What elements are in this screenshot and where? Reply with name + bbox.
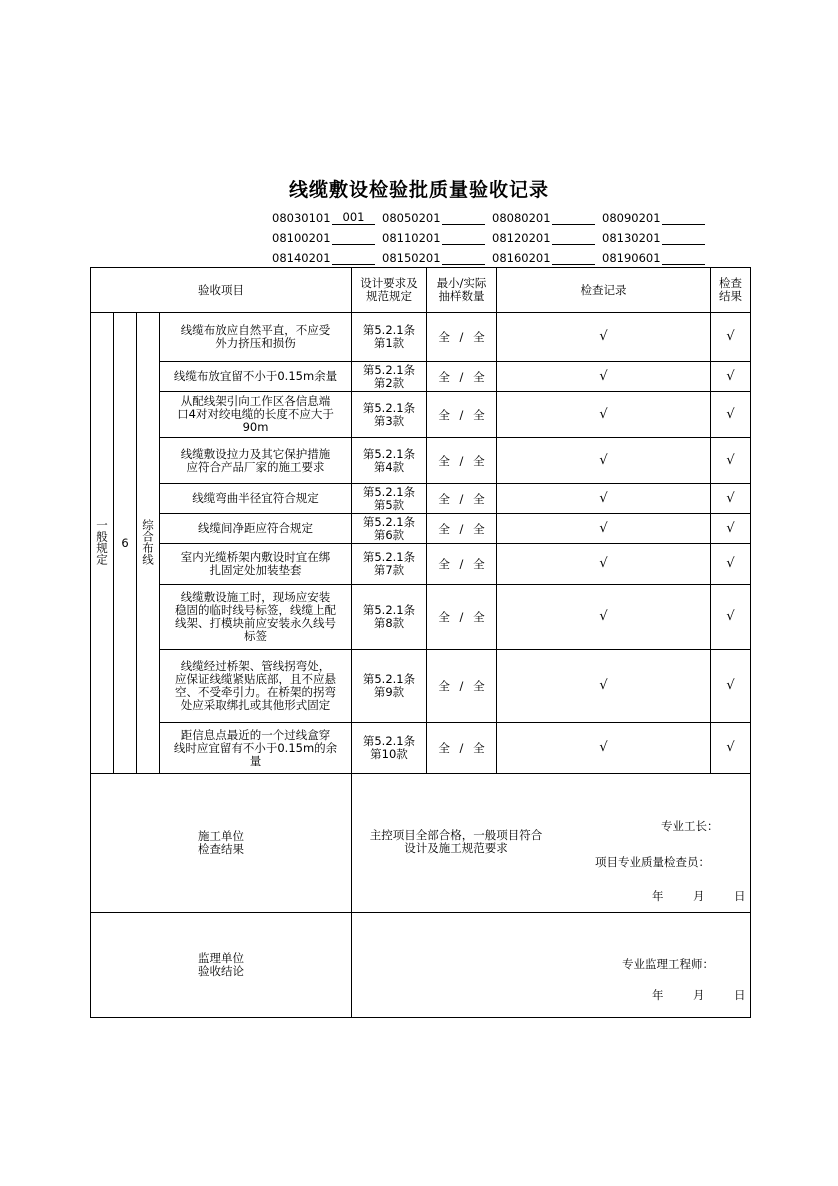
table-row (91, 484, 751, 514)
code-row (272, 245, 712, 265)
code-batch-field (662, 250, 705, 265)
code-item (602, 230, 712, 245)
item-record-check: √ (497, 438, 711, 484)
item-sample: 全 / 全 (427, 514, 497, 544)
code-batch-field (552, 210, 595, 225)
item-sample: 全 / 全 (427, 650, 497, 723)
supervision-label: 监理单位 验收结论 (91, 913, 352, 1018)
item-spec: 第5.2.1条 第9款 (352, 650, 427, 723)
item-result-check: √ (711, 313, 751, 362)
item-result-check: √ (711, 438, 751, 484)
code-number: 08140201 (272, 251, 331, 265)
table-row (91, 438, 751, 484)
code-number: 08030101 (272, 211, 331, 225)
code-batch-field (662, 230, 705, 245)
date-day: 日 (734, 988, 746, 1002)
code-batch-field (552, 230, 595, 245)
item-record-check: √ (497, 392, 711, 438)
item-spec: 第5.2.1条 第2款 (352, 362, 427, 392)
item-description: 线缆弯曲半径宜符合规定 (160, 484, 352, 514)
code-row (272, 205, 712, 225)
inspection-table (90, 267, 751, 1018)
item-record-check: √ (497, 650, 711, 723)
item-record-check: √ (497, 544, 711, 585)
table-row (91, 313, 751, 362)
supervision-conclusion-cell (352, 913, 751, 1018)
code-item (272, 250, 382, 265)
item-result-check: √ (711, 650, 751, 723)
item-spec: 第5.2.1条 第4款 (352, 438, 427, 484)
date-day: 日 (734, 889, 746, 903)
date-year: 年 (652, 889, 664, 903)
item-result-check: √ (711, 544, 751, 585)
foreman-label: 专业工长： (661, 819, 719, 833)
code-number: 08130201 (602, 231, 661, 245)
item-sample: 全 / 全 (427, 544, 497, 585)
item-result-check: √ (711, 362, 751, 392)
header-result: 检查 结果 (711, 268, 751, 313)
code-number: 08190601 (602, 251, 661, 265)
code-number: 08150201 (382, 251, 441, 265)
inspector-label: 项目专业质量检查员： (595, 855, 710, 869)
item-record-check: √ (497, 723, 711, 774)
code-batch-field (442, 230, 485, 245)
code-number: 08100201 (272, 231, 331, 245)
date-month: 月 (693, 988, 705, 1002)
item-sample: 全 / 全 (427, 723, 497, 774)
header-sample: 最小/实际 抽样数量 (427, 268, 497, 313)
code-batch-field (552, 250, 595, 265)
code-number: 08160201 (492, 251, 551, 265)
item-description: 线缆敷设施工时，现场应安装 稳固的临时线号标签，线缆上配 线架、打模块前应安装永久线号 标签 (160, 585, 352, 650)
code-batch-field (332, 230, 375, 245)
code-item (272, 210, 382, 225)
code-batch-field (332, 250, 375, 265)
item-result-check: √ (711, 723, 751, 774)
code-item (492, 230, 602, 245)
table-row (91, 585, 751, 650)
number-cell: 6 (114, 313, 137, 774)
table-row (91, 650, 751, 723)
code-number: 08090201 (602, 211, 661, 225)
item-spec: 第5.2.1条 第10款 (352, 723, 427, 774)
item-description: 线缆经过桥架、管线拐弯处， 应保证线缆紧贴底部，且不应悬 空、不受牵引力。在桥架的拐弯 处应采取绑扎或其他形式固定 (160, 650, 352, 723)
table-header-row (91, 268, 751, 313)
code-batch-field: 001 (332, 210, 375, 225)
header-spec: 设计要求及 规范规定 (352, 268, 427, 313)
item-description: 线缆敷设拉力及其它保护措施 应符合产品厂家的施工要求 (160, 438, 352, 484)
item-description: 从配线架引向工作区各信息端 口4对对绞电缆的长度不应大于 90m (160, 392, 352, 438)
batch-codes (272, 205, 712, 265)
code-item (382, 250, 492, 265)
item-spec: 第5.2.1条 第3款 (352, 392, 427, 438)
item-record-check: √ (497, 484, 711, 514)
engineer-label: 专业监理工程师： (622, 957, 714, 971)
item-sample: 全 / 全 (427, 484, 497, 514)
code-number: 08050201 (382, 211, 441, 225)
item-result-check: √ (711, 585, 751, 650)
item-spec: 第5.2.1条 第6款 (352, 514, 427, 544)
item-record-check: √ (497, 585, 711, 650)
item-spec: 第5.2.1条 第7款 (352, 544, 427, 585)
item-record-check: √ (497, 362, 711, 392)
item-result-check: √ (711, 392, 751, 438)
construction-label: 施工单位 检查结果 (91, 774, 352, 913)
construction-row (91, 774, 751, 913)
item-spec: 第5.2.1条 第5款 (352, 484, 427, 514)
item-sample: 全 / 全 (427, 585, 497, 650)
item-description: 室内光缆桥架内敷设时宜在绑 扎固定处加装垫套 (160, 544, 352, 585)
code-item (272, 230, 382, 245)
table-row (91, 392, 751, 438)
date-month: 月 (693, 889, 705, 903)
item-record-check: √ (497, 514, 711, 544)
code-batch-field (442, 250, 485, 265)
code-item (602, 250, 712, 265)
page-title: 线缆敷设检验批质量验收记录 (288, 179, 549, 201)
date-year: 年 (652, 988, 664, 1002)
item-description: 距信息点最近的一个过线盒穿 线时应宜留有不小于0.15m的余 量 (160, 723, 352, 774)
code-item (602, 210, 712, 225)
code-row (272, 225, 712, 245)
code-item (382, 210, 492, 225)
table-row (91, 544, 751, 585)
item-spec: 第5.2.1条 第8款 (352, 585, 427, 650)
table-row (91, 362, 751, 392)
header-record: 检查记录 (497, 268, 711, 313)
item-spec: 第5.2.1条 第1款 (352, 313, 427, 362)
code-batch-field (662, 210, 705, 225)
code-number: 08110201 (382, 231, 441, 245)
item-sample: 全 / 全 (427, 392, 497, 438)
code-number: 08120201 (492, 231, 551, 245)
item-description: 线缆布放宜留不小于0.15m余量 (160, 362, 352, 392)
construction-conclusion-cell (352, 774, 751, 913)
header-item: 验收项目 (91, 268, 352, 313)
table-row (91, 723, 751, 774)
code-item (492, 210, 602, 225)
item-record-check: √ (497, 313, 711, 362)
item-sample: 全 / 全 (427, 313, 497, 362)
code-item (492, 250, 602, 265)
supervision-row (91, 913, 751, 1018)
code-batch-field (442, 210, 485, 225)
item-description: 线缆间净距应符合规定 (160, 514, 352, 544)
item-result-check: √ (711, 484, 751, 514)
item-result-check: √ (711, 514, 751, 544)
item-description: 线缆布放应自然平直，不应受 外力挤压和损伤 (160, 313, 352, 362)
subcategory-cell: 综合布线 (137, 313, 160, 774)
code-number: 08080201 (492, 211, 551, 225)
construction-conclusion: 主控项目全部合格，一般项目符合 设计及施工规范要求 (369, 828, 543, 855)
table-row (91, 514, 751, 544)
category-cell: 一般规定 (91, 313, 114, 774)
item-sample: 全 / 全 (427, 438, 497, 484)
item-sample: 全 / 全 (427, 362, 497, 392)
code-item (382, 230, 492, 245)
